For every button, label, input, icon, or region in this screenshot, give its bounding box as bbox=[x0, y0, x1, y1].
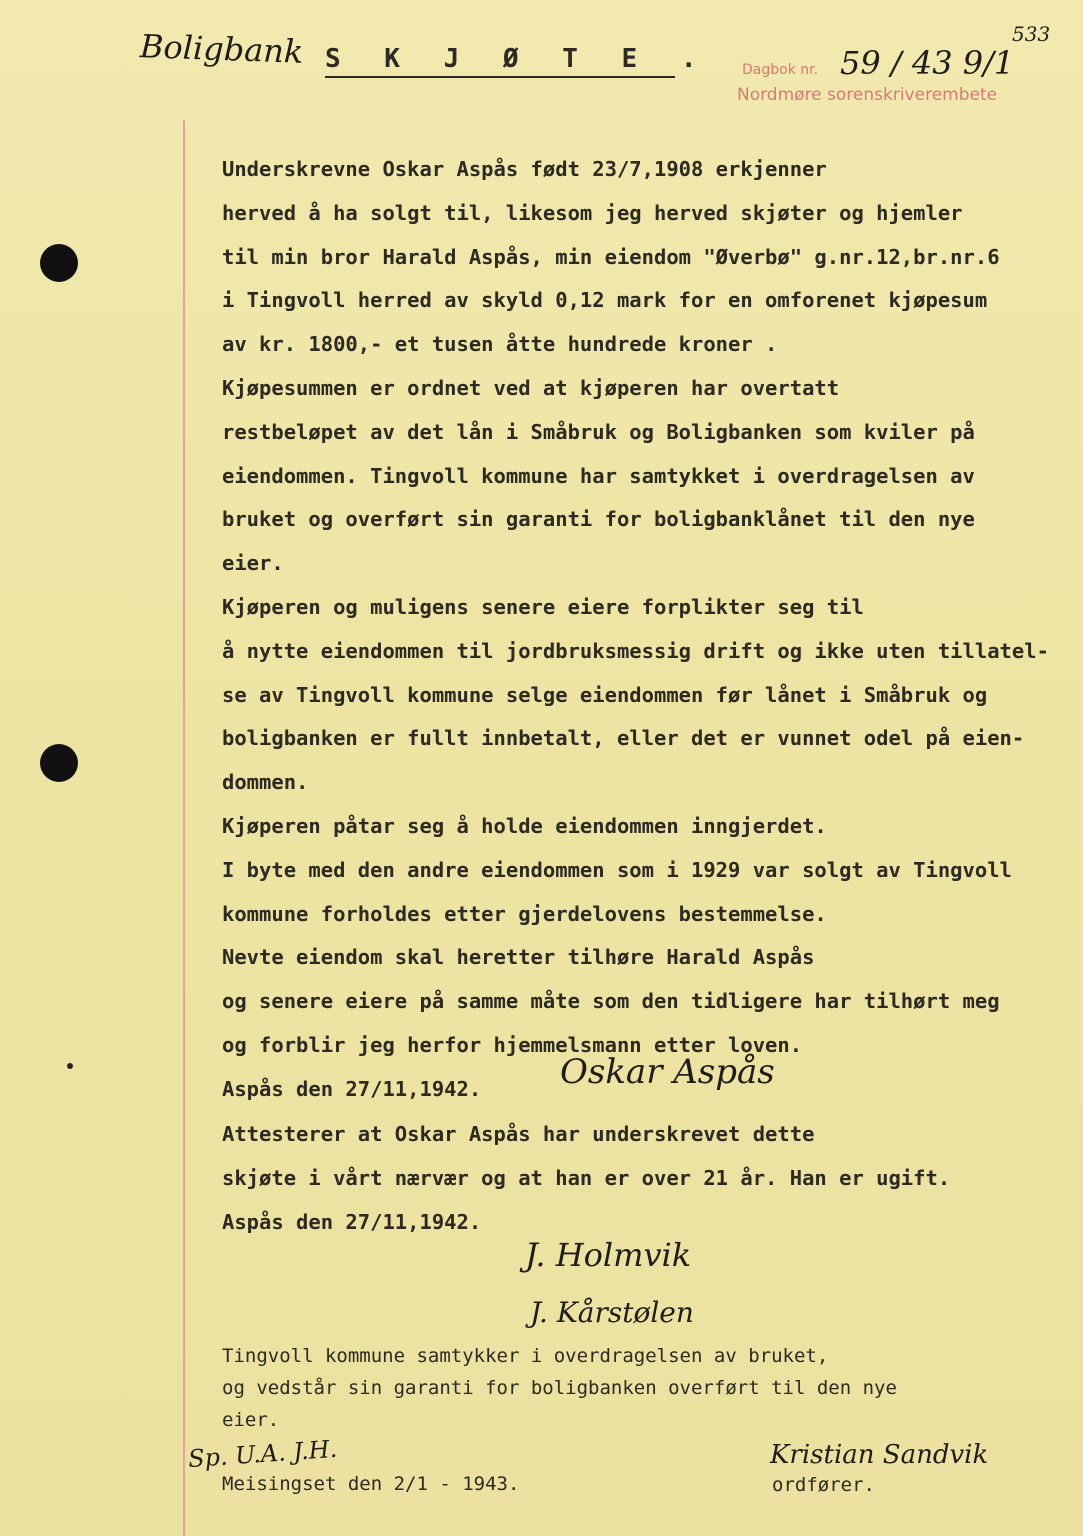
body-line: Kjøperen og muligens senere eiere forplikter seg til bbox=[222, 594, 864, 619]
document-title: S K J Ø T E . bbox=[325, 44, 711, 74]
body-line: herved å ha solgt til, likesom jeg herved skjøter og hjemler bbox=[222, 200, 963, 225]
body-line: Kjøperen påtar seg å holde eiendommen inngjerdet. bbox=[222, 813, 827, 838]
body-line: av kr. 1800,- et tusen åtte hundrede kroner . bbox=[222, 332, 778, 357]
body-line: eiendommen. Tingvoll kommune har samtykket i overdragelsen av bbox=[222, 463, 975, 488]
deed-body bbox=[222, 148, 1082, 1112]
signature-witness-2: J. Kårstølen bbox=[530, 1296, 694, 1329]
body-line: bruket og overført sin garanti for boligbanklånet til den nye bbox=[222, 507, 975, 532]
consent-line: eier. bbox=[222, 1409, 280, 1431]
consent-line: Tingvoll kommune samtykker i overdragelsen av bruket, bbox=[222, 1345, 829, 1367]
municipal-consent bbox=[222, 1340, 1082, 1500]
body-line: Nevte eiendom skal heretter tilhøre Harald Aspås bbox=[222, 945, 815, 970]
attestation bbox=[222, 1113, 1082, 1244]
attest-line: Aspås den 27/11,1942. bbox=[222, 1209, 482, 1234]
body-line: boligbanken er fullt innbetalt, eller det er vunnet odel på eien- bbox=[222, 726, 1025, 751]
body-line: Aspås den 27/11,1942. bbox=[222, 1076, 482, 1101]
ink-dot bbox=[67, 1063, 73, 1069]
dagbok-number: 59 / 43 9/1 bbox=[840, 44, 1015, 82]
body-line: dommen. bbox=[222, 770, 309, 795]
body-line: å nytte eiendommen til jordbruksmessig drift og ikke uten tillatel- bbox=[222, 638, 1049, 663]
body-line: I byte med den andre eiendommen som i 1929 var solgt av Tingvoll bbox=[222, 857, 1012, 882]
body-line: og forblir jeg herfor hjemmelsmann etter loven. bbox=[222, 1032, 803, 1057]
body-line: Kjøpesummen er ordnet ved at kjøperen har overtatt bbox=[222, 375, 840, 400]
body-line: i Tingvoll herred av skyld 0,12 mark for en omforenet kjøpesum bbox=[222, 288, 988, 313]
signature-seller: Oskar Aspås bbox=[560, 1052, 775, 1092]
attest-line: skjøte i vårt nærvær og at han er over 21 år. Han er ugift. bbox=[222, 1165, 951, 1190]
body-line: og senere eiere på samme måte som den tidligere har tilhørt meg bbox=[222, 989, 1000, 1014]
stamp-office: Nordmøre sorenskriverembete bbox=[737, 85, 998, 105]
punch-hole bbox=[40, 744, 78, 782]
body-line: eier. bbox=[222, 551, 284, 576]
margin-note: Sp. U.A. J.H. bbox=[187, 1434, 339, 1474]
consent-line: Meisingset den 2/1 - 1943. bbox=[222, 1473, 520, 1495]
stamp-dagbok-label: Dagbok nr. bbox=[742, 62, 819, 78]
body-line: Underskrevne Oskar Aspås født 23/7,1908 erkjenner bbox=[222, 157, 827, 181]
attest-line: Attesterer at Oskar Aspås har underskrevet dette bbox=[222, 1122, 815, 1146]
mayor-signature: Kristian Sandvik bbox=[770, 1440, 989, 1470]
body-line: til min bror Harald Aspås, min eiendom "Øverbø" g.nr.12,br.nr.6 bbox=[222, 244, 1000, 269]
punch-hole bbox=[40, 244, 78, 282]
body-line: restbeløpet av det lån i Småbruk og Boligbanken som kviler på bbox=[222, 419, 975, 444]
mayor-title: ordfører. bbox=[772, 1474, 875, 1496]
title-underline bbox=[325, 76, 675, 78]
body-line: se av Tingvoll kommune selge eiendommen før lånet i Småbruk og bbox=[222, 682, 988, 707]
handwritten-label: Boligbank bbox=[139, 27, 304, 71]
margin-rule bbox=[183, 120, 185, 1536]
page-number: 533 bbox=[1012, 22, 1051, 46]
body-line: kommune forholdes etter gjerdelovens bestemmelse. bbox=[222, 901, 827, 926]
signature-witness-1: J. Holmvik bbox=[525, 1236, 692, 1274]
consent-line: og vedstår sin garanti for boligbanken overført til den nye bbox=[222, 1377, 897, 1399]
